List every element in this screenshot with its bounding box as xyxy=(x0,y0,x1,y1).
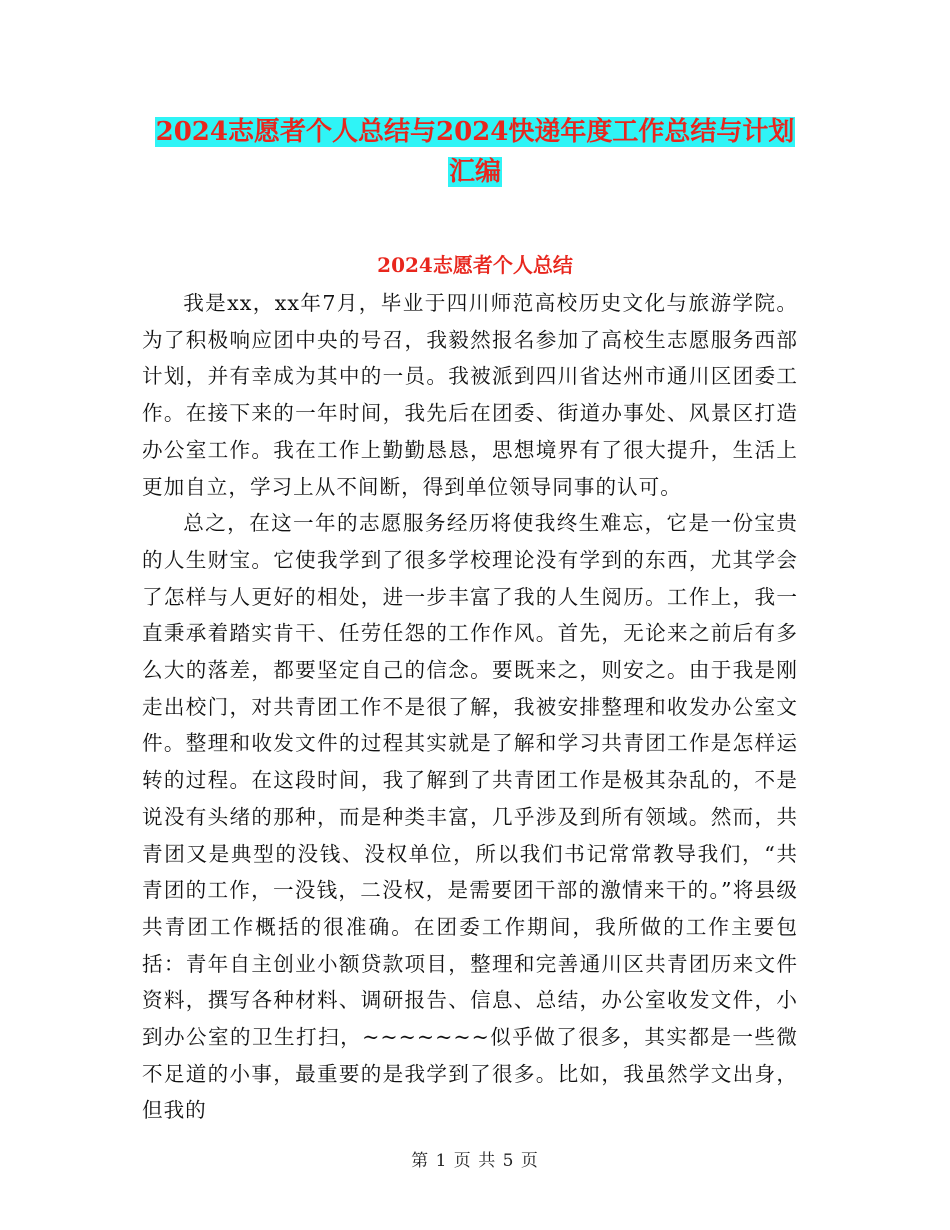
document-title-line-2: 汇编 xyxy=(448,157,501,187)
paragraph-2: 总之，在这一年的志愿服务经历将使我终生难忘，它是一份宝贵的人生财宝。它使我学到了很多学校理论没有学到的东西，尤其学会了怎样与人更好的相处，进一步丰富了我的人生阅历。工作上，我一直秉承着踏实肯干、任劳任怨的工作作风。首先，无论来之前后有多么大的落差，都要坚定自己的信念。要既来之，则安之。由于我是刚走出校门，对共青团工作不是很了解，我被安排整理和收发办公室文件。整理和收发文件的过程其实就是了解和学习共青团工作是怎样运转的过程。在这段时间，我了解到了共青团工作是极其杂乱的，不是说没有头绪的那种，而是种类丰富，几乎涉及到所有领域。然而，共青团又是典型的没钱、没权单位，所以我们书记常常教导我们，“共青团的工作，一没钱，二没权，是需要团干部的激情来干的。”将县级共青团工作概括的很准确。在团委工作期间，我所做的工作主要包括：青年自主创业小额贷款项目，整理和完善通川区共青团历来文件资料，撰写各种材料、调研报告、信息、总结，办公室收发文件，小到办公室的卫生打扫，~~~~~~~似乎做了很多，其实都是一些微不足道的小事，最重要的是我学到了很多。比如，我虽然学文出身，但我的 xyxy=(142,511,798,1123)
section-title: 2024志愿者个人总结 xyxy=(377,253,573,277)
document-title xyxy=(140,112,810,192)
paragraph-1: 我是xx，xx年7月，毕业于四川师范高校历史文化与旅游学院。为了积极响应团中央的号召，我毅然报名参加了高校生志愿服务西部计划，并有幸成为其中的一员。我被派到四川省达州市通川区团委工作。在接下来的一年时间，我先后在团委、街道办事处、风景区打造办公室工作。我在工作上勤勤恳恳，思想境界有了很大提升，生活上更加自立，学习上从不间断，得到单位领导同事的认可。 xyxy=(142,291,798,499)
document-body xyxy=(142,285,798,1129)
page-footer: 第 1 页 共 5 页 xyxy=(411,1151,539,1171)
document-title-line-1: 2024志愿者个人总结与2024快递年度工作总结与计划 xyxy=(155,117,795,147)
